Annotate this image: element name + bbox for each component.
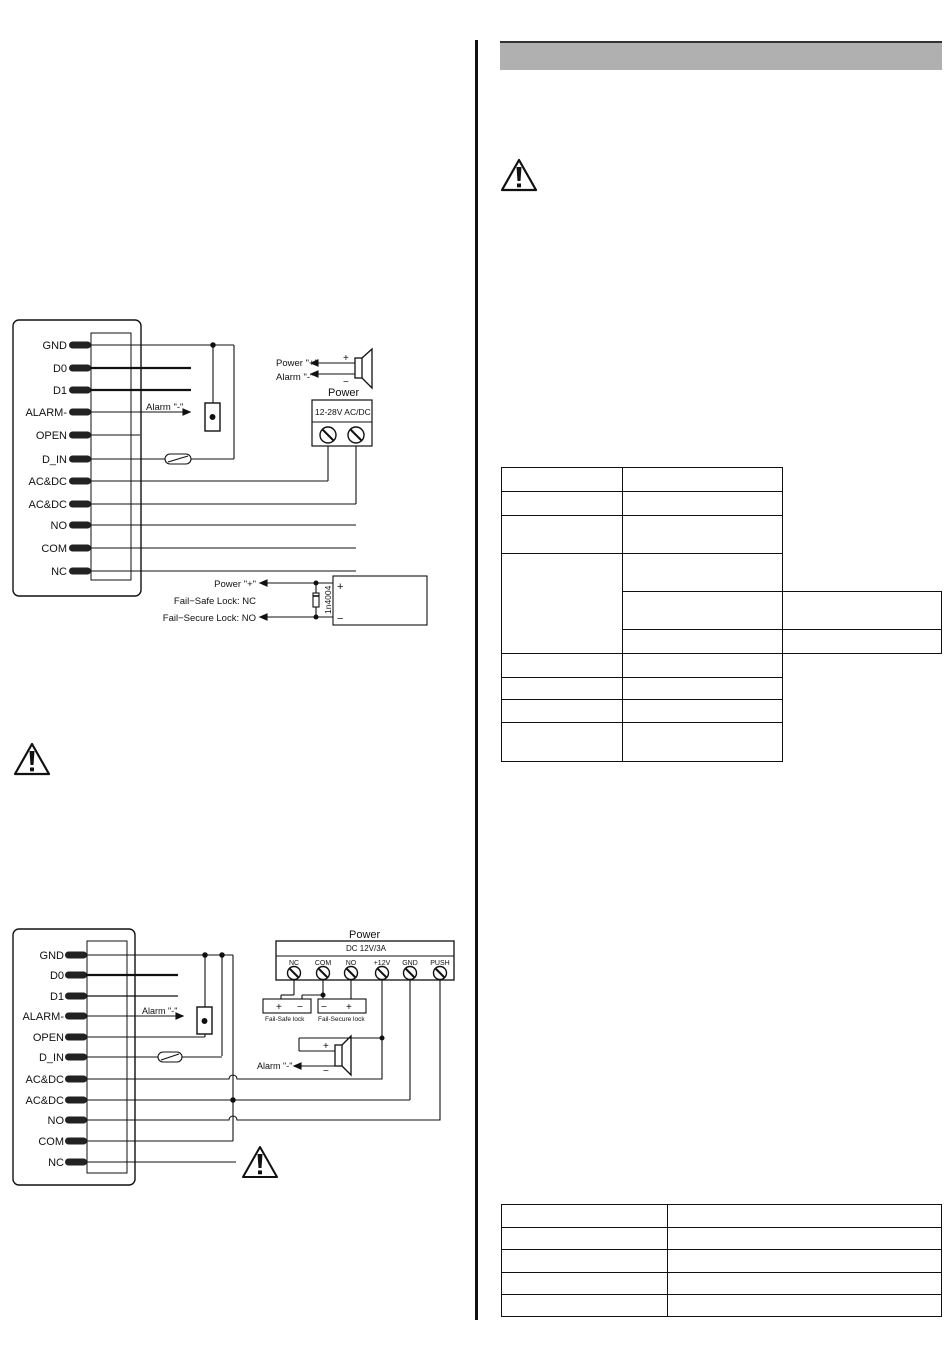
d2-terminal-label: D1 bbox=[49, 991, 64, 1003]
d2-fs-plus: + bbox=[276, 1002, 282, 1013]
d1-terminal-label: NO bbox=[50, 520, 67, 532]
d2-terminal-label: AC&DC bbox=[25, 1074, 64, 1086]
d1-terminal-label: D0 bbox=[52, 363, 67, 375]
d2-speaker-plus: + bbox=[323, 1041, 329, 1052]
d1-alarm-label: Alarm "-" bbox=[146, 402, 184, 413]
d2-terminal-label: GND bbox=[39, 950, 64, 962]
d2-terminal-label: D_IN bbox=[38, 1052, 64, 1064]
d2-psu-terminal-label: NO bbox=[345, 960, 357, 967]
d2-terminal-pin bbox=[65, 1034, 87, 1041]
d2-alarm-label: Alarm "-" bbox=[142, 1006, 178, 1016]
d1-terminal-label: ALARM- bbox=[25, 407, 67, 419]
d1-power-rating: 12-28V AC/DC bbox=[315, 407, 371, 417]
d2-psu-screw-terminal bbox=[288, 967, 301, 980]
d2-terminal-pin bbox=[65, 1138, 87, 1145]
d1-terminal-label: AC&DC bbox=[28, 499, 67, 511]
d1-speaker-alarm-label: Alarm "-" bbox=[276, 372, 314, 383]
spec-table-1 bbox=[501, 467, 942, 762]
d2-fs-minus: − bbox=[297, 1002, 303, 1013]
d1-lock-plus: + bbox=[337, 581, 344, 593]
d1-terminal-label: OPEN bbox=[35, 430, 67, 442]
d2-terminal-label: NC bbox=[48, 1157, 64, 1169]
d2-terminal-label: ALARM- bbox=[22, 1011, 64, 1023]
d2-terminal-label: D0 bbox=[49, 970, 64, 982]
d2-terminal-pin bbox=[65, 1117, 87, 1124]
d2-psu-terminal-label: PUSH bbox=[430, 960, 450, 967]
d2-psu-screw-terminal bbox=[404, 967, 417, 980]
d2-terminal-pin bbox=[65, 1097, 87, 1104]
d1-terminal-label: COM bbox=[41, 543, 67, 555]
d2-speaker-minus: − bbox=[323, 1066, 329, 1077]
d2-terminal-pin bbox=[65, 993, 87, 1000]
d2-fsec-plus: + bbox=[346, 1002, 352, 1013]
warning-triangle-icon bbox=[243, 1147, 277, 1177]
d1-speaker-power-label: Power "+" bbox=[276, 358, 318, 369]
column-divider bbox=[475, 40, 478, 1320]
d1-power-title: Power bbox=[328, 387, 360, 399]
d2-terminal-pin bbox=[65, 952, 87, 959]
d2-psu-terminal-label: GND bbox=[402, 960, 418, 967]
d1-terminal-label: GND bbox=[42, 340, 67, 352]
section-header-bar bbox=[500, 41, 942, 70]
d2-fail-secure-label: Fail-Secure lock bbox=[318, 1016, 365, 1023]
d2-terminal-label: OPEN bbox=[32, 1032, 64, 1044]
d2-psu-screw-terminal bbox=[376, 967, 389, 980]
d2-power-title: Power bbox=[349, 929, 381, 941]
d1-terminal-label: D_IN bbox=[41, 454, 67, 466]
d2-terminal-label: COM bbox=[38, 1136, 64, 1148]
d2-terminal-pin bbox=[65, 972, 87, 979]
d2-terminal-label: NO bbox=[47, 1115, 64, 1127]
d2-fail-safe-label: Fail-Safe lock bbox=[265, 1016, 305, 1023]
spec-table-2 bbox=[501, 1204, 942, 1317]
d1-terminal-label: AC&DC bbox=[28, 476, 67, 488]
d1-diode-label: 1n4004 bbox=[323, 585, 333, 614]
d2-terminal-pin bbox=[65, 1076, 87, 1083]
d2-speaker-alarm-label: Alarm "-" bbox=[257, 1061, 293, 1071]
d2-psu-screw-terminal bbox=[345, 967, 358, 980]
d2-terminal-label: AC&DC bbox=[25, 1095, 64, 1107]
d2-psu-terminal-label: +12V bbox=[373, 960, 391, 967]
d1-speaker-plus: + bbox=[343, 353, 349, 364]
d1-terminal-label: D1 bbox=[52, 385, 67, 397]
d1-fail-safe-label: Fail−Safe Lock: NC bbox=[173, 596, 256, 607]
d1-lock-power-label: Power "+" bbox=[214, 579, 256, 590]
d1-speaker-minus: − bbox=[343, 377, 349, 388]
d2-psu-terminal-label: NC bbox=[288, 960, 300, 967]
d2-psu-screw-terminal bbox=[317, 967, 330, 980]
d1-fail-secure-label: Fail−Secure Lock: NO bbox=[162, 613, 256, 624]
d2-terminal-pin bbox=[65, 1159, 87, 1166]
d2-terminal-pin bbox=[65, 1013, 87, 1020]
d2-terminal-pin bbox=[65, 1054, 87, 1061]
d2-fsec-minus: − bbox=[321, 1002, 327, 1013]
d1-terminal-label: NC bbox=[51, 566, 67, 578]
d2-power-rating: DC 12V/3A bbox=[346, 944, 387, 953]
d2-psu-terminal-label: COM bbox=[314, 960, 332, 967]
d1-lock-minus: − bbox=[337, 613, 344, 625]
warning-triangle-icon bbox=[500, 158, 538, 192]
d2-psu-screw-terminal bbox=[434, 967, 447, 980]
